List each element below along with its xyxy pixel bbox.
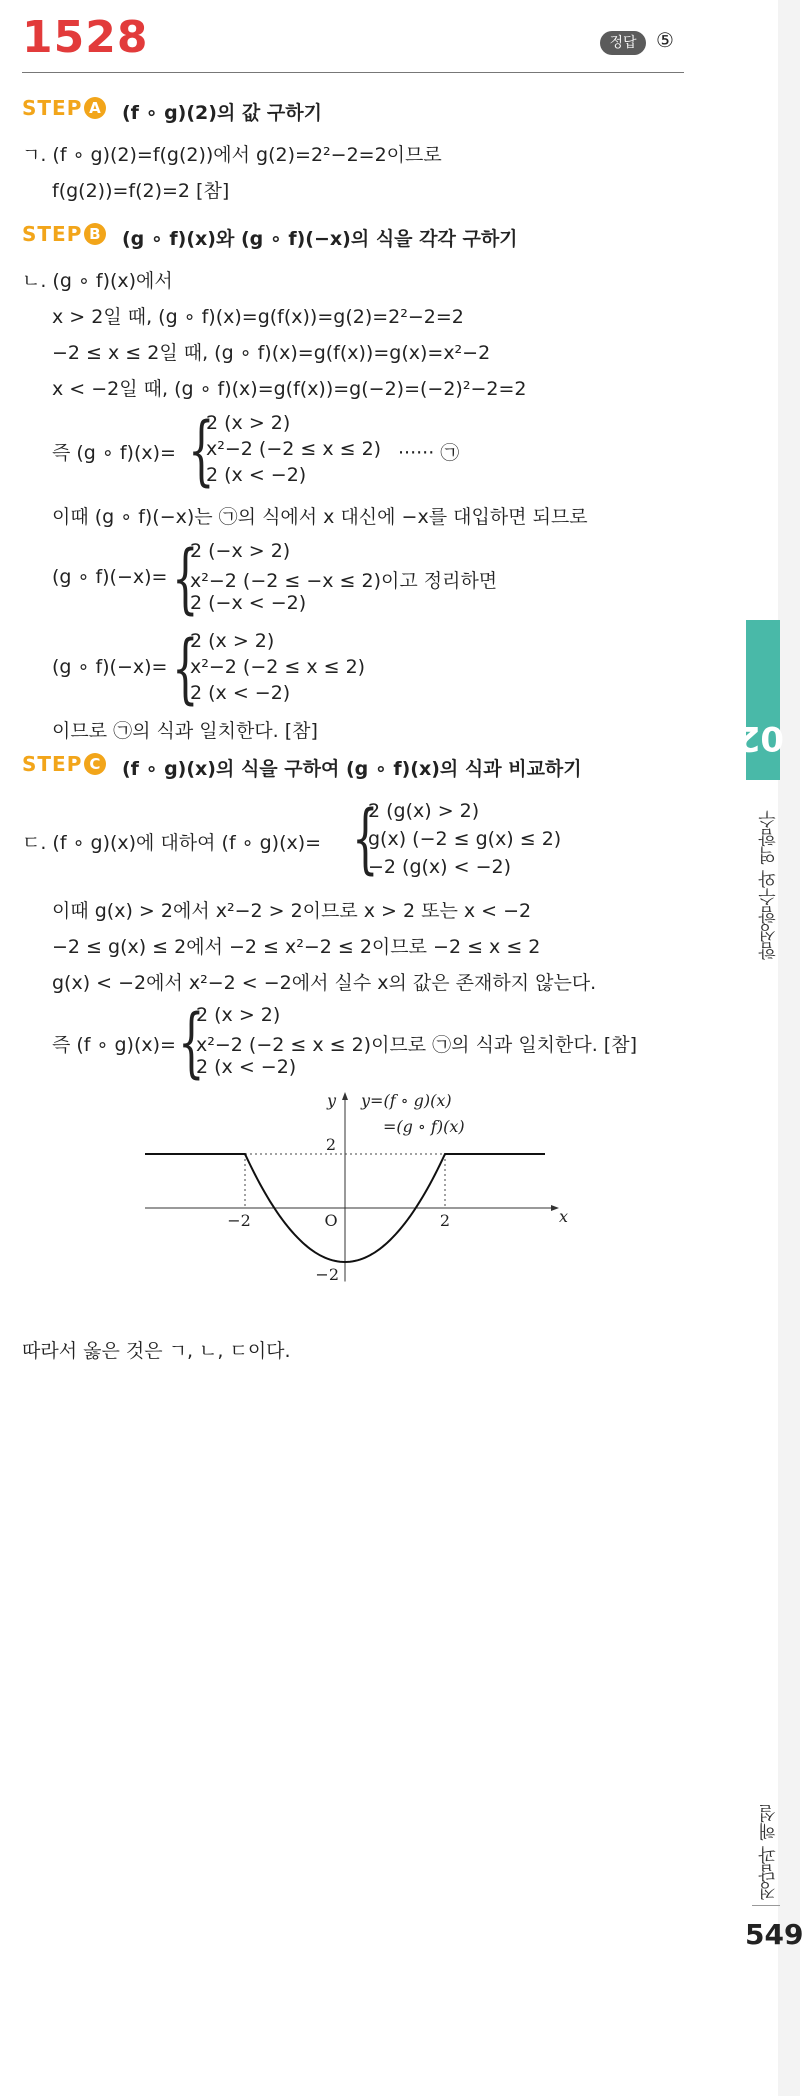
tick-label-x-neg2: −2	[227, 1211, 251, 1230]
step-b-conclusion: 이므로 ㉠의 식과 일치한다. [참]	[52, 720, 318, 742]
case1-brace: {	[188, 405, 215, 494]
case3-brace: {	[172, 623, 199, 712]
step-b-line-4: x < −2일 때, (g ∘ f)(x)=g(f(x))=g(−2)=(−2)²−2=2	[52, 378, 527, 400]
step-c-letter: C	[84, 753, 106, 775]
step-b-marker	[22, 222, 106, 246]
step-c-marker	[22, 752, 106, 776]
step-c-final-prefix: 즉 (f ∘ g)(x)=	[52, 1034, 176, 1056]
step-a-label: STEP	[22, 96, 83, 120]
step-c-final-brace: {	[178, 997, 205, 1086]
step-c-final-row-3: 2 (x < −2)	[196, 1056, 297, 1078]
step-b-case2-row-3: 2 (−x < −2)	[190, 592, 307, 614]
step-b-case3-row-3: 2 (x < −2)	[190, 682, 291, 704]
chapter-number: 02	[736, 718, 784, 758]
step-b-case2-row-2: x²−2 (−2 ≤ −x ≤ 2)이고 정리하면	[190, 570, 498, 592]
step-a-title: (f ∘ g)(2)의 값 구하기	[122, 102, 322, 124]
step-c-case-row-1: 2 (g(x) > 2)	[368, 800, 480, 822]
step-b-line-3: −2 ≤ x ≤ 2일 때, (g ∘ f)(x)=g(f(x))=g(x)=x²−2	[52, 342, 491, 364]
step-a-marker	[22, 96, 106, 120]
step-b-case1-row-3: 2 (x < −2)	[206, 464, 307, 486]
step-b-case3-prefix: (g ∘ f)(−x)=	[52, 656, 168, 678]
step-b-case3-row-2: x²−2 (−2 ≤ x ≤ 2)	[190, 656, 366, 678]
step-b-case1-tag: ······ ㉠	[398, 442, 460, 464]
x-axis-label: x	[559, 1207, 569, 1226]
step-b-letter: B	[84, 223, 106, 245]
step-c-case-row-3: −2 (g(x) < −2)	[368, 856, 512, 878]
step-c-brace: {	[352, 793, 379, 882]
step-c-line-2: −2 ≤ g(x) ≤ 2에서 −2 ≤ x²−2 ≤ 2이므로 −2 ≤ x ≤ 2	[52, 936, 541, 958]
step-c-line-3: g(x) < −2에서 x²−2 < −2에서 실수 x의 값은 존재하지 않는다.	[52, 972, 597, 994]
tick-label-y-neg2: −2	[315, 1265, 339, 1284]
step-c-final-row-2: x²−2 (−2 ≤ x ≤ 2)이므로 ㉠의 식과 일치한다. [참]	[196, 1034, 637, 1056]
answer-badge: 정답	[600, 31, 646, 55]
step-a-letter: A	[84, 97, 106, 119]
tick-label-y-2: 2	[325, 1135, 336, 1154]
x-axis-arrow	[551, 1205, 559, 1211]
step-b-case3-row-1: 2 (x > 2)	[190, 630, 275, 652]
step-c-line-1: 이때 g(x) > 2에서 x²−2 > 2이므로 x > 2 또는 x < −2	[52, 900, 532, 922]
section-divider	[752, 1905, 780, 1906]
chapter-title: 함성함수와 역함수	[758, 810, 779, 960]
step-b-case1-row-1: 2 (x > 2)	[206, 412, 291, 434]
step-c-case-row-2: g(x) (−2 ≤ g(x) ≤ 2)	[368, 828, 562, 850]
y-axis-arrow	[342, 1092, 348, 1100]
y-axis-label: y	[327, 1091, 337, 1110]
step-b-line-2: x > 2일 때, (g ∘ f)(x)=g(f(x))=g(2)=2²−2=2	[52, 306, 464, 328]
step-c-title: (f ∘ g)(x)의 식을 구하여 (g ∘ f)(x)의 식과 비교하기	[122, 758, 582, 780]
problem-number: 1528	[22, 12, 149, 63]
step-b-case2-row-1: 2 (−x > 2)	[190, 540, 291, 562]
step-b-line-1: ㄴ. (g ∘ f)(x)에서	[22, 270, 173, 292]
tick-label-x-2: 2	[439, 1211, 451, 1230]
step-b-case1-row-2: x²−2 (−2 ≤ x ≤ 2)	[206, 438, 382, 460]
step-c-label: STEP	[22, 752, 83, 776]
section-title: 정답과 해설	[758, 1804, 779, 1900]
case2-brace: {	[172, 533, 199, 622]
step-b-title: (g ∘ f)(x)와 (g ∘ f)(−x)의 식을 각각 구하기	[122, 228, 518, 250]
step-a-line-1: ㄱ. (f ∘ g)(2)=f(g(2))에서 g(2)=2²−2=2이므로	[22, 144, 442, 166]
header-divider	[22, 72, 684, 73]
step-b-case2-prefix: (g ∘ f)(−x)=	[52, 566, 168, 588]
curve-label-2: =(g ∘ f)(x)	[383, 1117, 465, 1136]
step-b-middle: 이때 (g ∘ f)(−x)는 ㉠의 식에서 x 대신에 −x를 대입하면 되므로	[52, 506, 588, 528]
step-b-case1-prefix: 즉 (g ∘ f)(x)=	[52, 442, 176, 464]
page-number: 549	[745, 1918, 803, 1951]
final-conclusion: 따라서 옳은 것은 ㄱ, ㄴ, ㄷ이다.	[22, 1340, 291, 1362]
step-b-label: STEP	[22, 222, 83, 246]
function-graph	[190, 1090, 569, 1310]
step-c-case-prefix: ㄷ. (f ∘ g)(x)에 대하여 (f ∘ g)(x)=	[22, 832, 322, 854]
step-a-line-2: f(g(2))=f(2)=2 [참]	[52, 180, 230, 202]
curve-label-1: y=(f ∘ g)(x)	[361, 1091, 452, 1110]
step-c-final-row-1: 2 (x > 2)	[196, 1004, 281, 1026]
page-edge	[778, 0, 800, 2096]
answer-value: ⑤	[656, 28, 674, 52]
origin-label: O	[324, 1211, 338, 1230]
